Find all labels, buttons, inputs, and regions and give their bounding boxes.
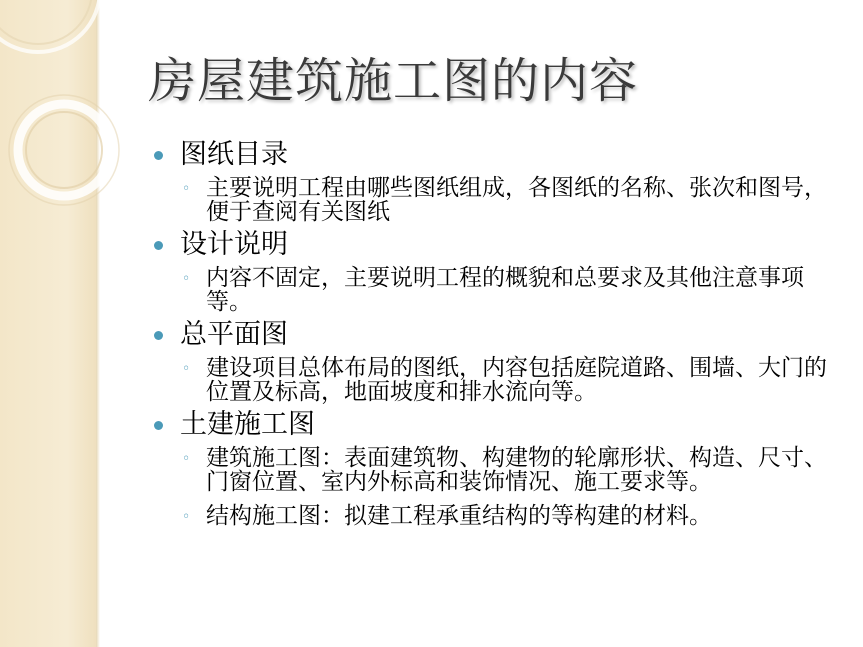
section-item	[152, 446, 842, 494]
hollow-circle-bullet-icon: ◦	[182, 451, 191, 467]
section-item-text: 建设项目总体布局的图纸，内容包括庭院道路、围墙、大门的位置及标高，地面坡度和排水流向等。	[206, 355, 827, 405]
section-item-text: 主要说明工程由哪些图纸组成，各图纸的名称、张次和图号，便于查阅有关图纸	[206, 175, 827, 225]
hollow-circle-bullet-icon: ◦	[182, 271, 191, 287]
section-heading-civil-drawings	[152, 408, 842, 442]
section-heading-design-notes	[152, 228, 842, 262]
section-item-text: 建筑施工图：表面建筑物、构建物的轮廓形状、构造、尺寸、门窗位置、室内外标高和装饰情况、施工要求等。	[206, 445, 827, 495]
hollow-circle-bullet-icon: ◦	[182, 181, 191, 197]
section-heading-text: 土建施工图	[180, 409, 315, 440]
filled-circle-bullet-icon	[154, 331, 163, 340]
section-item	[152, 504, 842, 528]
section-heading-text: 设计说明	[180, 229, 288, 260]
section-heading-drawing-index	[152, 138, 842, 172]
section-item	[152, 176, 842, 224]
section-heading-text: 总平面图	[180, 319, 288, 350]
slide-title: 房屋建筑施工图的内容	[148, 53, 639, 109]
band-edge	[96, 0, 100, 647]
section-item-text: 结构施工图：拟建工程承重结构的等构建的材料。	[206, 503, 712, 529]
section-item	[152, 356, 842, 404]
hollow-circle-bullet-icon: ◦	[182, 509, 191, 525]
slide-content	[152, 134, 842, 528]
section-heading-site-plan	[152, 318, 842, 352]
section-heading-text: 图纸目录	[180, 139, 288, 170]
filled-circle-bullet-icon	[154, 241, 163, 250]
filled-circle-bullet-icon	[154, 151, 163, 160]
filled-circle-bullet-icon	[154, 421, 163, 430]
section-item-text: 内容不固定，主要说明工程的概貌和总要求及其他注意事项等。	[206, 265, 804, 315]
hollow-circle-bullet-icon: ◦	[182, 361, 191, 377]
section-item	[152, 266, 842, 314]
left-decorative-band	[0, 0, 96, 647]
